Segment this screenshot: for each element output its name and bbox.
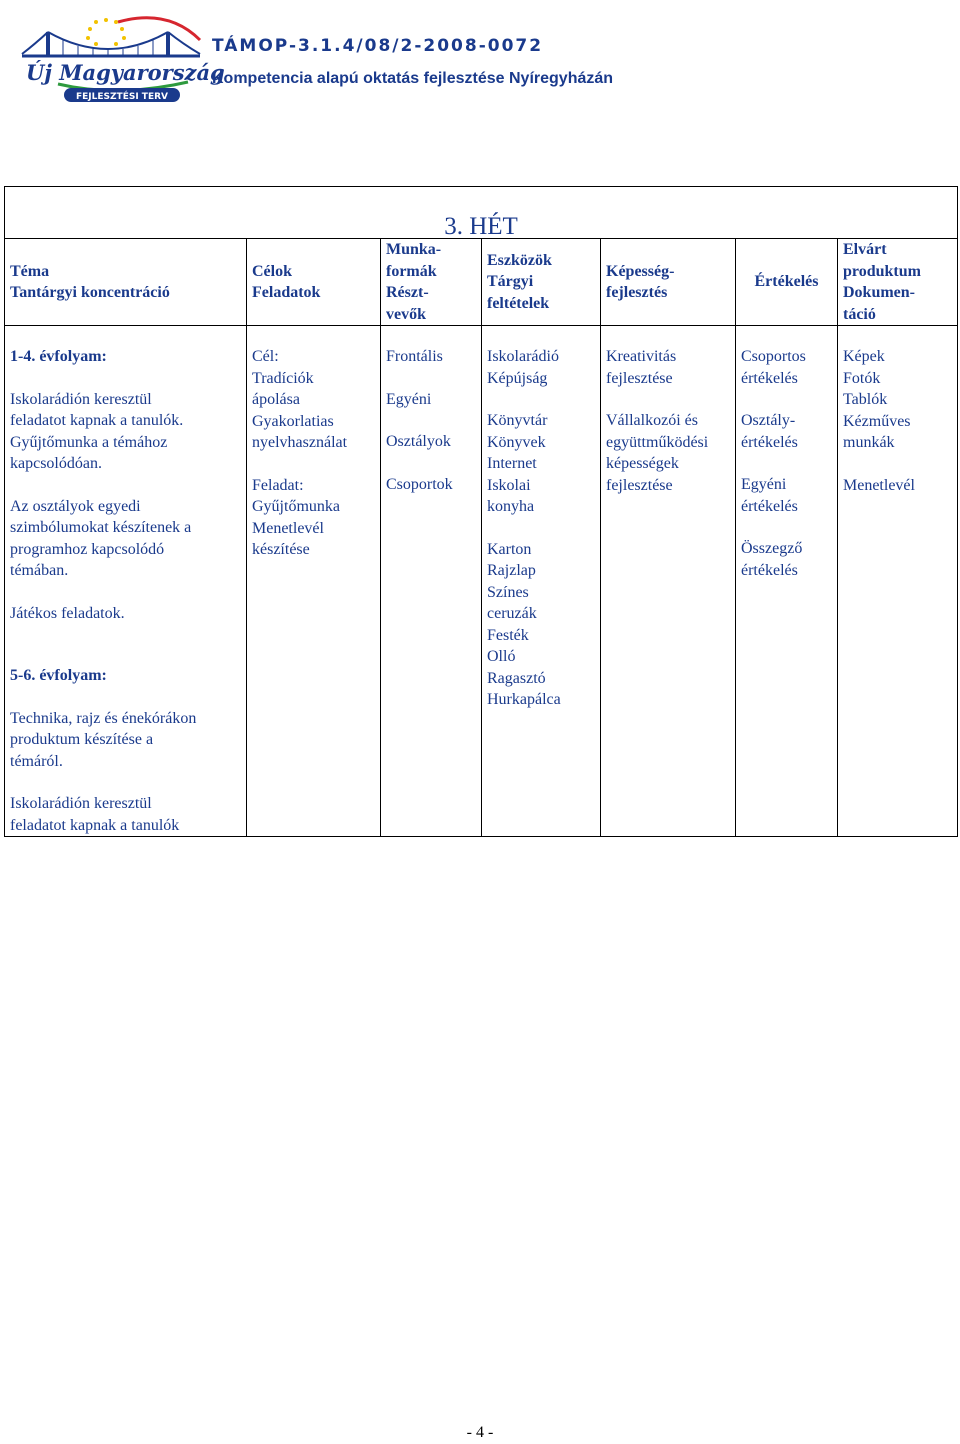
text-line: Részt- xyxy=(386,284,429,301)
text-line: Eszközök xyxy=(487,251,552,269)
text-line: Iskolarádió xyxy=(487,348,559,365)
text-line: Képek xyxy=(843,348,885,365)
text-line: Dokumen- xyxy=(843,284,916,301)
text-line: Karton xyxy=(487,540,532,558)
text-line: fejlesztése xyxy=(606,476,673,494)
text-line: Vállalkozói és xyxy=(606,412,698,429)
topic-paragraph xyxy=(10,389,241,475)
text-line: Festék xyxy=(487,626,529,644)
text-line: konyha xyxy=(487,498,535,515)
text-line: Gyakorlatias xyxy=(252,412,334,430)
week-title: 3. HÉT xyxy=(5,187,958,239)
topic-paragraph xyxy=(10,603,241,625)
text-line: fejlesztése xyxy=(606,369,673,387)
text-line: kapcsolódóan. xyxy=(10,455,102,472)
column-header-work-forms xyxy=(381,239,482,326)
text-line: ceruzák xyxy=(487,605,537,622)
text-line: feladatot kapnak a tanulók. xyxy=(10,412,184,429)
text-line: értékelés xyxy=(741,369,798,387)
text-line: Gyűjtőmunka xyxy=(252,498,340,515)
text-line: produktum xyxy=(843,262,921,280)
text-line: nyelvhasználat xyxy=(252,434,348,451)
text-line: értékelés xyxy=(741,561,798,579)
text-line: Feladatok xyxy=(252,284,321,301)
project-title: Kompetencia alapú oktatás fejlesztése Nyíregyházán xyxy=(212,70,614,87)
text-line: feladatot kapnak a tanulók xyxy=(10,816,180,834)
text-line: Könyvtár xyxy=(487,412,548,429)
text-line: formák xyxy=(386,262,437,280)
column-header-product xyxy=(838,239,958,326)
text-line: Osztály- xyxy=(741,412,796,429)
text-line: Ragasztó xyxy=(487,669,546,687)
text-line: feltételek xyxy=(487,294,550,312)
text-line: produktum készítése a xyxy=(10,731,154,748)
text-line: Egyéni xyxy=(741,476,787,493)
grade-1-4-label: 1-4. évfolyam: xyxy=(10,348,107,365)
text-line: Kreativitás xyxy=(606,348,677,365)
tools-cell xyxy=(482,326,601,837)
goals-cell xyxy=(247,326,381,837)
logo-text: Új Magyarország xyxy=(26,60,225,85)
text-line: Tantárgyi koncentráció xyxy=(10,284,170,301)
text-line: Színes xyxy=(487,583,529,601)
project-code: TÁMOP-3.1.4/08/2-2008-0072 xyxy=(212,36,544,56)
text-line: Olló xyxy=(487,648,516,665)
text-line: Rajzlap xyxy=(487,562,536,579)
topic-paragraph xyxy=(10,708,241,773)
text-line: Gyűjtőmunka a témához xyxy=(10,433,168,451)
column-header-skills xyxy=(601,239,736,326)
product-cell xyxy=(838,326,958,837)
work-form-item: Egyéni xyxy=(386,390,432,408)
week-plan-table xyxy=(4,186,958,837)
page-number: - 4 - xyxy=(466,1424,494,1441)
text-line: Cél: xyxy=(252,348,279,365)
text-line: munkák xyxy=(843,434,895,451)
evaluation-cell xyxy=(736,326,838,837)
text-line: értékelés xyxy=(741,497,798,515)
table-row xyxy=(5,326,958,837)
topic-paragraph xyxy=(10,496,241,582)
uj-magyarorszag-logo xyxy=(18,14,225,106)
column-header-goals xyxy=(247,239,381,326)
text-line: témában. xyxy=(10,562,69,579)
text-line: Kézműves xyxy=(843,412,911,430)
skills-cell xyxy=(601,326,736,837)
text-line: Az osztályok egyedi xyxy=(10,497,141,515)
text-line: együttműködési xyxy=(606,433,709,451)
text-line: fejlesztés xyxy=(606,284,668,301)
text-line: készítése xyxy=(252,541,310,558)
text-line: szimbólumokat készítenek a xyxy=(10,519,192,536)
text-line: képességek xyxy=(606,455,679,472)
text-line: ápolása xyxy=(252,391,300,408)
text-line: Képújság xyxy=(487,369,548,387)
text-line: értékelés xyxy=(741,433,798,451)
topic-paragraph xyxy=(10,793,241,836)
text-line: táció xyxy=(843,305,876,323)
work-form-item: Frontális xyxy=(386,348,443,365)
text-line: Elvárt xyxy=(843,241,887,258)
work-forms-cell xyxy=(381,326,482,837)
text-line: Feladat: xyxy=(252,476,304,494)
text-line: témáról. xyxy=(10,752,63,770)
text-line: Hurkapálca xyxy=(487,691,561,708)
column-header-evaluation xyxy=(736,239,838,326)
column-header-topic xyxy=(5,239,247,326)
text-line: Iskolarádión keresztül xyxy=(10,390,152,408)
logo-subtext: FEJLESZTÉSI TERV xyxy=(76,92,168,102)
text-line: Menetlevél xyxy=(843,476,915,494)
text-line: vevők xyxy=(386,305,426,323)
text-line: Tablók xyxy=(843,391,888,408)
text-line: Könyvek xyxy=(487,433,546,451)
text-line: Internet xyxy=(487,455,537,472)
text-line: Fotók xyxy=(843,369,881,387)
column-header-tools xyxy=(482,239,601,326)
work-form-item: Csoportok xyxy=(386,475,453,493)
text-line: Iskolai xyxy=(487,476,531,494)
text-line: Csoportos xyxy=(741,348,806,365)
text-line: programhoz kapcsolódó xyxy=(10,540,165,558)
text-line: Célok xyxy=(252,262,292,280)
text-line: Munka- xyxy=(386,241,442,258)
text-line: Téma xyxy=(10,262,50,280)
text-line: Tárgyi xyxy=(487,273,534,291)
text-line: Játékos feladatok. xyxy=(10,604,125,622)
text-line: Technika, rajz és énekórákon xyxy=(10,709,197,727)
text-line: Menetlevél xyxy=(252,519,324,537)
work-form-item: Osztályok xyxy=(386,433,451,450)
text-line: Értékelés xyxy=(754,273,819,291)
grade-5-6-label: 5-6. évfolyam: xyxy=(10,667,107,684)
topic-cell xyxy=(5,326,247,837)
text-line: Összegző xyxy=(741,540,803,557)
text-line: Tradíciók xyxy=(252,369,314,387)
table-header-row xyxy=(5,239,958,326)
text-line: Képesség- xyxy=(606,262,675,280)
text-line: Iskolarádión keresztül xyxy=(10,795,152,812)
